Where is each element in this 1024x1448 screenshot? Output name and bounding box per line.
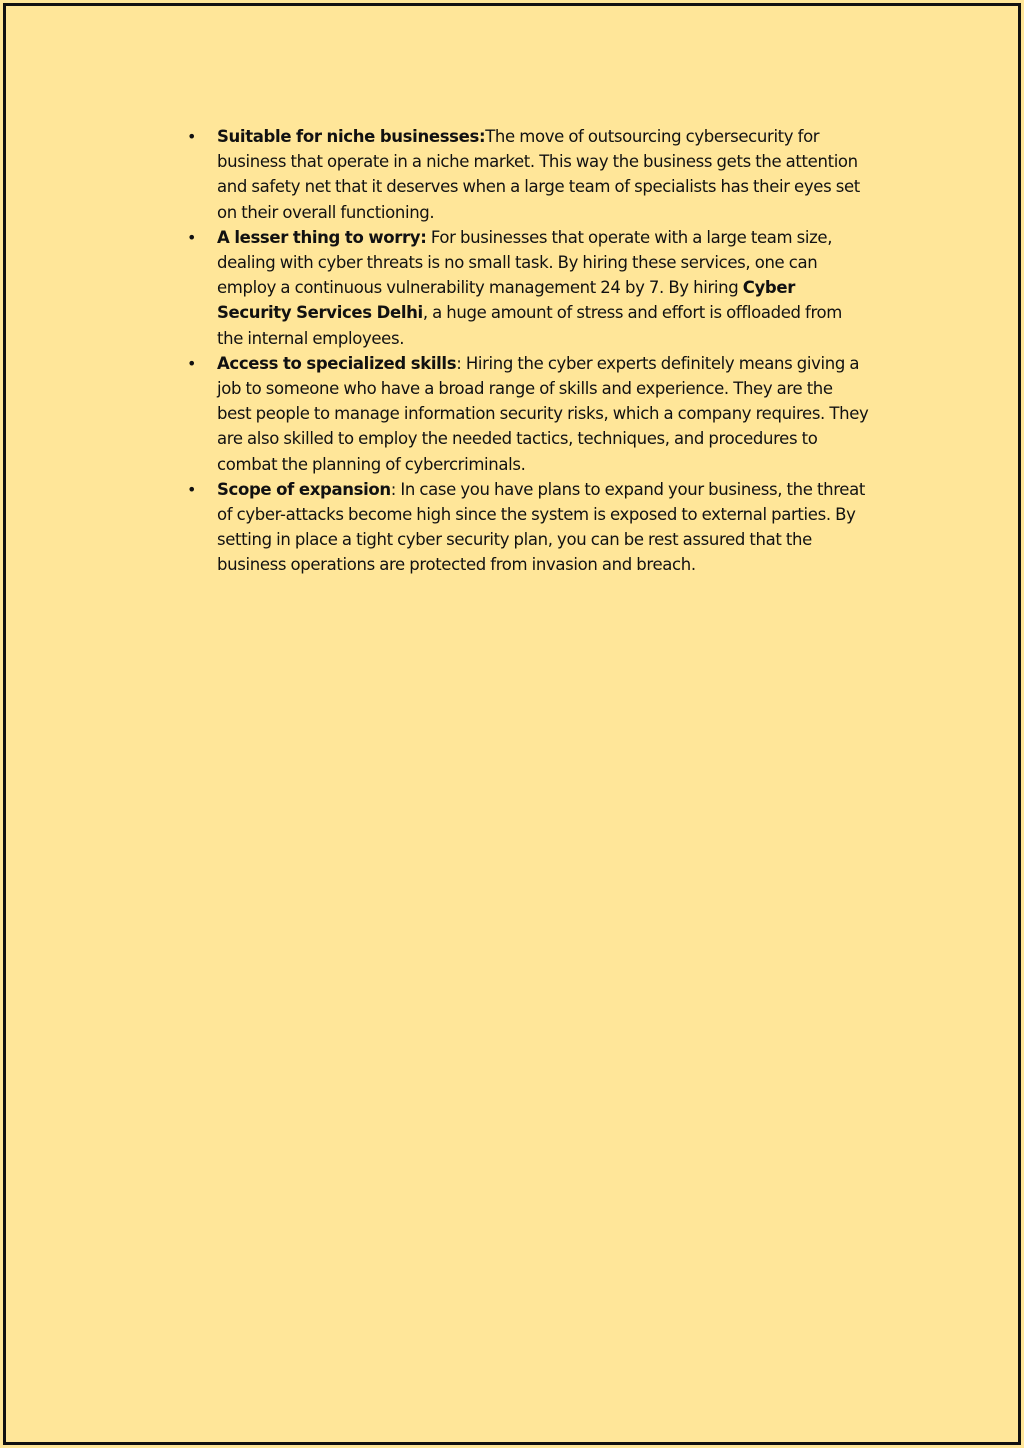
item-heading: A lesser thing to worry: [217,227,427,247]
list-item [180,351,870,477]
item-text: : Hiring the cyber experts definitely means giving a job to someone who have a broad range of skills and experience. They are the best people to manage information security risks, which a company requires. They are also skilled to employ the needed tactics, techniques, and procedures to combat the planning of cybercriminals. [217,353,869,474]
item-text: For businesses that operate with a large team size, dealing with cyber threats is no small task. By hiring these services, one can employ a continuous vulnerability management 24 by 7. By hiring [217,227,833,298]
bullet-icon: • [187,127,197,146]
bullet-icon: • [187,353,197,373]
bullet-icon: • [187,227,197,247]
item-text: : In case you have plans to expand your business, the threat of cyber-attacks become high since the system is exposed to external parties. By setting in place a tight cyber security plan, you can be rest assured that the business operations are protected from invasion and breach. [217,479,865,575]
inline-bold-term: Cyber Security Services Delhi [217,278,796,323]
item-heading: Scope of expansion [217,479,391,499]
item-text: The move of outsourcing cybersecurity for business that operate in a niche market. This way the business gets the attention and safety net that it deserves when a large team of specialists has their eyes set on their overall functioning. [217,127,860,222]
list-item [180,225,870,351]
bullet-icon: • [187,479,197,499]
list-item [180,124,870,225]
list-item [180,477,870,578]
item-heading: Suitable for niche businesses: [217,127,486,146]
item-text: , a huge amount of stress and effort is offloaded from the internal employees. [217,303,843,348]
document-body [180,124,870,578]
item-heading: Access to specialized skills [217,353,457,373]
bullet-list [180,124,870,578]
